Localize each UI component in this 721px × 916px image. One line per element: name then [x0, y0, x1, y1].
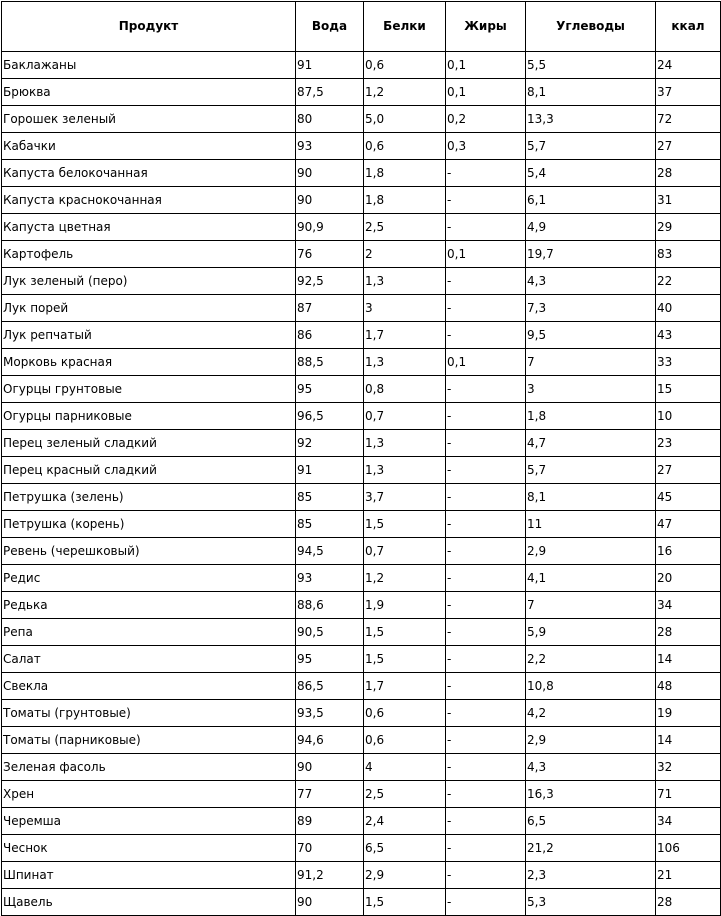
cell-fat: - — [446, 160, 526, 187]
cell-water: 91 — [296, 52, 364, 79]
table-row — [2, 79, 721, 106]
table-row — [2, 700, 721, 727]
cell-water: 93 — [296, 133, 364, 160]
cell-carbs: 21,2 — [526, 835, 656, 862]
cell-product: Лук порей — [2, 295, 296, 322]
table-row — [2, 376, 721, 403]
cell-fat: - — [446, 727, 526, 754]
cell-kcal: 22 — [656, 268, 721, 295]
cell-carbs: 3 — [526, 376, 656, 403]
cell-water: 85 — [296, 484, 364, 511]
cell-fat: - — [446, 322, 526, 349]
cell-kcal: 16 — [656, 538, 721, 565]
cell-protein: 0,6 — [364, 727, 446, 754]
cell-product: Ревень (черешковый) — [2, 538, 296, 565]
cell-product: Зеленая фасоль — [2, 754, 296, 781]
cell-protein: 1,3 — [364, 349, 446, 376]
cell-fat: - — [446, 646, 526, 673]
cell-product: Чеснок — [2, 835, 296, 862]
cell-fat: - — [446, 511, 526, 538]
cell-carbs: 11 — [526, 511, 656, 538]
table-row — [2, 484, 721, 511]
cell-product: Капуста цветная — [2, 214, 296, 241]
cell-kcal: 21 — [656, 862, 721, 889]
table-row — [2, 781, 721, 808]
header-fat: Жиры — [446, 2, 526, 52]
cell-protein: 2,5 — [364, 781, 446, 808]
cell-kcal: 14 — [656, 727, 721, 754]
cell-protein: 1,5 — [364, 511, 446, 538]
cell-carbs: 19,7 — [526, 241, 656, 268]
cell-kcal: 72 — [656, 106, 721, 133]
cell-fat: - — [446, 187, 526, 214]
table-row — [2, 646, 721, 673]
cell-product: Редька — [2, 592, 296, 619]
cell-protein: 5,0 — [364, 106, 446, 133]
cell-product: Перец красный сладкий — [2, 457, 296, 484]
cell-protein: 1,5 — [364, 889, 446, 916]
table-row — [2, 619, 721, 646]
cell-product: Капуста краснокочанная — [2, 187, 296, 214]
cell-fat: 0,3 — [446, 133, 526, 160]
cell-water: 93,5 — [296, 700, 364, 727]
cell-product: Томаты (грунтовые) — [2, 700, 296, 727]
cell-fat: - — [446, 457, 526, 484]
cell-protein: 0,7 — [364, 403, 446, 430]
cell-water: 91 — [296, 457, 364, 484]
cell-product: Горошек зеленый — [2, 106, 296, 133]
cell-product: Огурцы парниковые — [2, 403, 296, 430]
cell-kcal: 28 — [656, 160, 721, 187]
header-kcal: ккал — [656, 2, 721, 52]
cell-product: Петрушка (зелень) — [2, 484, 296, 511]
cell-protein: 2,4 — [364, 808, 446, 835]
cell-product: Брюква — [2, 79, 296, 106]
cell-fat: - — [446, 376, 526, 403]
cell-kcal: 31 — [656, 187, 721, 214]
cell-product: Репа — [2, 619, 296, 646]
cell-protein: 1,7 — [364, 322, 446, 349]
cell-product: Морковь красная — [2, 349, 296, 376]
cell-water: 90,9 — [296, 214, 364, 241]
cell-product: Лук зеленый (перо) — [2, 268, 296, 295]
table-row — [2, 349, 721, 376]
cell-kcal: 71 — [656, 781, 721, 808]
cell-water: 90 — [296, 754, 364, 781]
cell-protein: 1,8 — [364, 160, 446, 187]
cell-protein: 1,2 — [364, 565, 446, 592]
cell-water: 77 — [296, 781, 364, 808]
table-row — [2, 727, 721, 754]
cell-protein: 2,5 — [364, 214, 446, 241]
table-row — [2, 889, 721, 916]
cell-fat: 0,1 — [446, 79, 526, 106]
cell-fat: - — [446, 754, 526, 781]
cell-water: 76 — [296, 241, 364, 268]
cell-product: Черемша — [2, 808, 296, 835]
cell-water: 88,5 — [296, 349, 364, 376]
cell-kcal: 27 — [656, 133, 721, 160]
cell-product: Томаты (парниковые) — [2, 727, 296, 754]
cell-product: Капуста белокочанная — [2, 160, 296, 187]
cell-kcal: 28 — [656, 619, 721, 646]
cell-fat: - — [446, 808, 526, 835]
cell-fat: - — [446, 295, 526, 322]
cell-kcal: 23 — [656, 430, 721, 457]
cell-carbs: 7,3 — [526, 295, 656, 322]
cell-kcal: 28 — [656, 889, 721, 916]
cell-carbs: 6,1 — [526, 187, 656, 214]
cell-product: Перец зеленый сладкий — [2, 430, 296, 457]
cell-protein: 0,8 — [364, 376, 446, 403]
cell-protein: 1,2 — [364, 79, 446, 106]
table-row — [2, 592, 721, 619]
cell-product: Баклажаны — [2, 52, 296, 79]
cell-kcal: 34 — [656, 808, 721, 835]
cell-kcal: 10 — [656, 403, 721, 430]
cell-carbs: 6,5 — [526, 808, 656, 835]
cell-product: Лук репчатый — [2, 322, 296, 349]
cell-water: 80 — [296, 106, 364, 133]
cell-product: Щавель — [2, 889, 296, 916]
cell-fat: - — [446, 565, 526, 592]
cell-kcal: 106 — [656, 835, 721, 862]
cell-carbs: 13,3 — [526, 106, 656, 133]
cell-protein: 6,5 — [364, 835, 446, 862]
cell-carbs: 4,3 — [526, 754, 656, 781]
table-row — [2, 403, 721, 430]
nutrition-table — [1, 1, 721, 916]
table-row — [2, 835, 721, 862]
table-row — [2, 322, 721, 349]
table-row — [2, 160, 721, 187]
cell-fat: - — [446, 268, 526, 295]
cell-kcal: 24 — [656, 52, 721, 79]
cell-kcal: 14 — [656, 646, 721, 673]
cell-carbs: 2,3 — [526, 862, 656, 889]
cell-kcal: 15 — [656, 376, 721, 403]
cell-carbs: 10,8 — [526, 673, 656, 700]
cell-water: 92 — [296, 430, 364, 457]
cell-water: 88,6 — [296, 592, 364, 619]
table-row — [2, 187, 721, 214]
cell-fat: - — [446, 835, 526, 862]
cell-fat: - — [446, 700, 526, 727]
table-row — [2, 565, 721, 592]
cell-protein: 1,9 — [364, 592, 446, 619]
cell-kcal: 47 — [656, 511, 721, 538]
cell-water: 86 — [296, 322, 364, 349]
cell-product: Кабачки — [2, 133, 296, 160]
table-row — [2, 538, 721, 565]
cell-water: 70 — [296, 835, 364, 862]
cell-protein: 3,7 — [364, 484, 446, 511]
cell-fat: - — [446, 862, 526, 889]
cell-protein: 1,3 — [364, 268, 446, 295]
cell-carbs: 5,7 — [526, 457, 656, 484]
cell-protein: 2,9 — [364, 862, 446, 889]
cell-water: 89 — [296, 808, 364, 835]
cell-water: 90 — [296, 160, 364, 187]
cell-carbs: 8,1 — [526, 484, 656, 511]
cell-water: 91,2 — [296, 862, 364, 889]
cell-water: 93 — [296, 565, 364, 592]
cell-carbs: 8,1 — [526, 79, 656, 106]
table-row — [2, 754, 721, 781]
cell-kcal: 34 — [656, 592, 721, 619]
cell-carbs: 4,3 — [526, 268, 656, 295]
table-row — [2, 457, 721, 484]
cell-fat: - — [446, 619, 526, 646]
cell-protein: 0,6 — [364, 133, 446, 160]
cell-water: 87,5 — [296, 79, 364, 106]
cell-carbs: 2,2 — [526, 646, 656, 673]
cell-water: 95 — [296, 646, 364, 673]
cell-kcal: 48 — [656, 673, 721, 700]
cell-water: 90 — [296, 187, 364, 214]
cell-fat: - — [446, 403, 526, 430]
cell-product: Петрушка (корень) — [2, 511, 296, 538]
cell-carbs: 2,9 — [526, 727, 656, 754]
cell-carbs: 5,5 — [526, 52, 656, 79]
cell-protein: 4 — [364, 754, 446, 781]
cell-fat: - — [446, 214, 526, 241]
cell-kcal: 32 — [656, 754, 721, 781]
cell-protein: 3 — [364, 295, 446, 322]
cell-fat: - — [446, 673, 526, 700]
table-body — [2, 52, 721, 916]
header-water: Вода — [296, 2, 364, 52]
table-row — [2, 430, 721, 457]
cell-kcal: 83 — [656, 241, 721, 268]
cell-kcal: 33 — [656, 349, 721, 376]
cell-kcal: 29 — [656, 214, 721, 241]
table-row — [2, 808, 721, 835]
cell-carbs: 9,5 — [526, 322, 656, 349]
cell-kcal: 40 — [656, 295, 721, 322]
cell-carbs: 1,8 — [526, 403, 656, 430]
cell-product: Редис — [2, 565, 296, 592]
table-row — [2, 106, 721, 133]
cell-carbs: 4,9 — [526, 214, 656, 241]
cell-product: Картофель — [2, 241, 296, 268]
cell-product: Шпинат — [2, 862, 296, 889]
cell-water: 90,5 — [296, 619, 364, 646]
table-row — [2, 214, 721, 241]
cell-water: 95 — [296, 376, 364, 403]
cell-carbs: 5,4 — [526, 160, 656, 187]
cell-protein: 1,3 — [364, 430, 446, 457]
cell-water: 85 — [296, 511, 364, 538]
header-protein: Белки — [364, 2, 446, 52]
cell-fat: 0,1 — [446, 52, 526, 79]
cell-carbs: 2,9 — [526, 538, 656, 565]
cell-kcal: 20 — [656, 565, 721, 592]
cell-fat: 0,1 — [446, 349, 526, 376]
cell-carbs: 7 — [526, 349, 656, 376]
table-row — [2, 295, 721, 322]
cell-kcal: 37 — [656, 79, 721, 106]
cell-fat: 0,2 — [446, 106, 526, 133]
cell-protein: 1,3 — [364, 457, 446, 484]
header-carbs: Углеводы — [526, 2, 656, 52]
cell-protein: 0,6 — [364, 52, 446, 79]
cell-water: 87 — [296, 295, 364, 322]
cell-carbs: 4,7 — [526, 430, 656, 457]
cell-fat: - — [446, 889, 526, 916]
cell-fat: - — [446, 430, 526, 457]
cell-kcal: 19 — [656, 700, 721, 727]
cell-carbs: 4,2 — [526, 700, 656, 727]
table-row — [2, 511, 721, 538]
cell-protein: 1,5 — [364, 619, 446, 646]
cell-fat: 0,1 — [446, 241, 526, 268]
table-header-row — [2, 2, 721, 52]
cell-product: Салат — [2, 646, 296, 673]
cell-water: 92,5 — [296, 268, 364, 295]
cell-carbs: 16,3 — [526, 781, 656, 808]
cell-fat: - — [446, 781, 526, 808]
cell-protein: 1,8 — [364, 187, 446, 214]
cell-water: 90 — [296, 889, 364, 916]
cell-carbs: 7 — [526, 592, 656, 619]
cell-carbs: 4,1 — [526, 565, 656, 592]
cell-product: Свекла — [2, 673, 296, 700]
cell-kcal: 43 — [656, 322, 721, 349]
cell-fat: - — [446, 592, 526, 619]
cell-kcal: 45 — [656, 484, 721, 511]
cell-fat: - — [446, 538, 526, 565]
cell-fat: - — [446, 484, 526, 511]
cell-carbs: 5,3 — [526, 889, 656, 916]
cell-product: Хрен — [2, 781, 296, 808]
cell-kcal: 27 — [656, 457, 721, 484]
cell-water: 96,5 — [296, 403, 364, 430]
header-product: Продукт — [2, 2, 296, 52]
table-row — [2, 673, 721, 700]
cell-product: Огурцы грунтовые — [2, 376, 296, 403]
cell-protein: 2 — [364, 241, 446, 268]
cell-water: 94,6 — [296, 727, 364, 754]
table-row — [2, 52, 721, 79]
cell-water: 94,5 — [296, 538, 364, 565]
table-row — [2, 268, 721, 295]
cell-water: 86,5 — [296, 673, 364, 700]
cell-protein: 0,7 — [364, 538, 446, 565]
cell-protein: 0,6 — [364, 700, 446, 727]
cell-carbs: 5,9 — [526, 619, 656, 646]
table-row — [2, 862, 721, 889]
cell-carbs: 5,7 — [526, 133, 656, 160]
table-row — [2, 241, 721, 268]
table-row — [2, 133, 721, 160]
cell-protein: 1,5 — [364, 646, 446, 673]
cell-protein: 1,7 — [364, 673, 446, 700]
